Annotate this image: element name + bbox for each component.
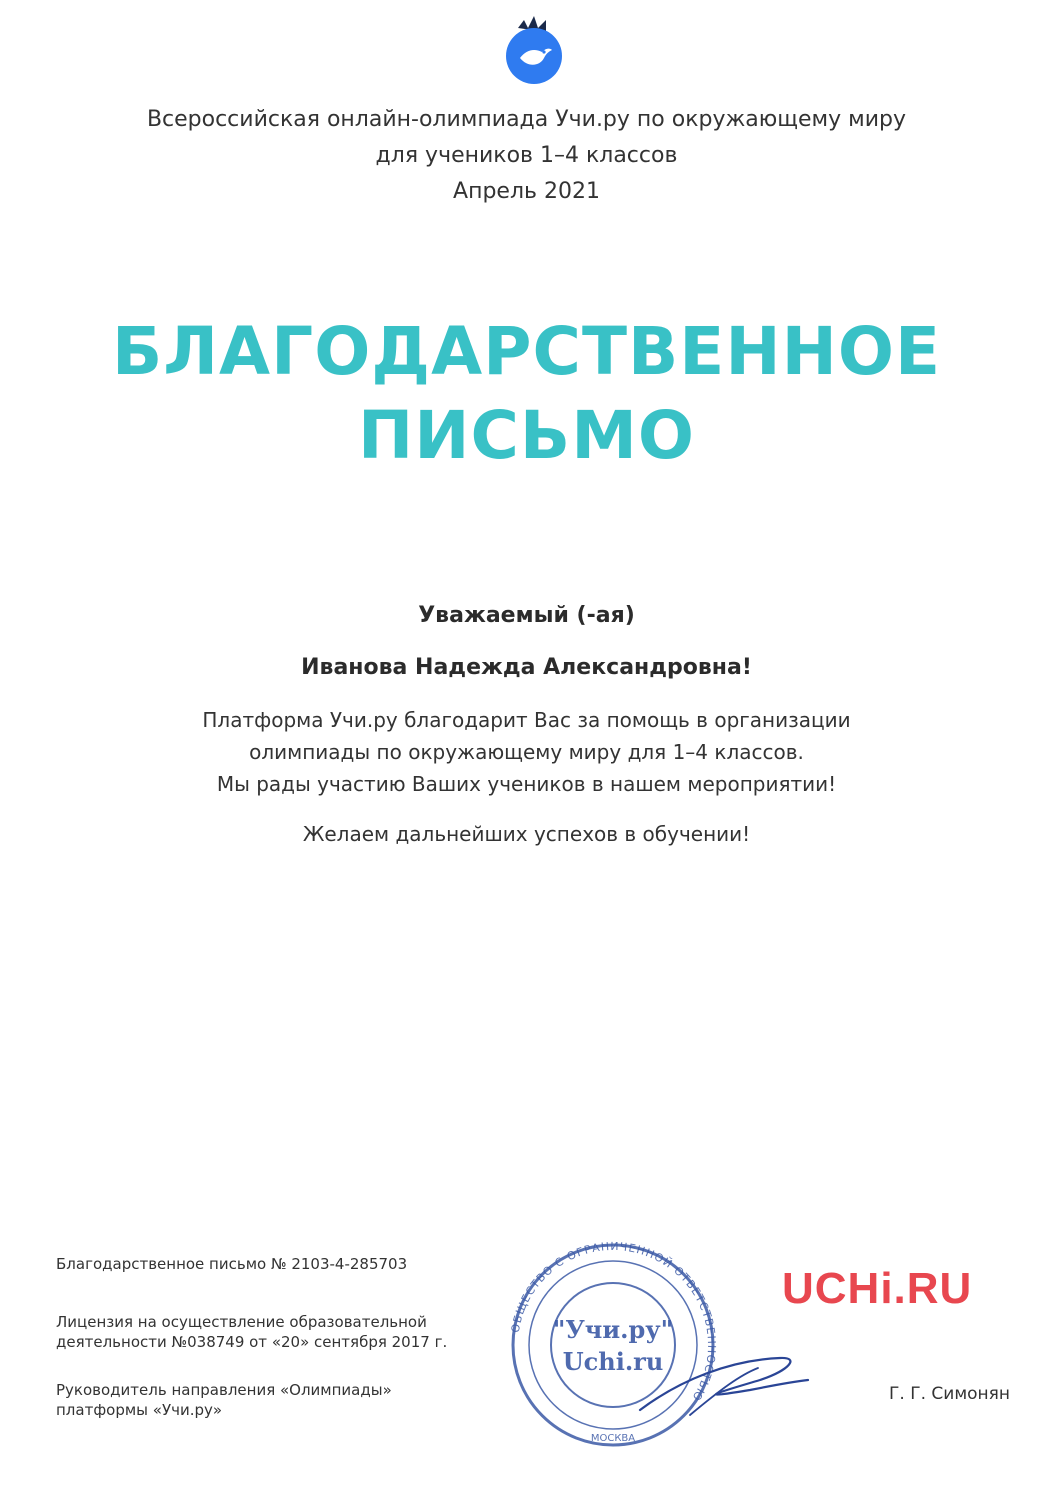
- head-line-2: платформы «Учи.ру»: [56, 1401, 223, 1419]
- body-line-3: Мы рады участию Ваших учеников в нашем мероприятии!: [216, 772, 837, 796]
- letter-number: Благодарственное письмо № 2103-4-285703: [56, 1255, 408, 1273]
- gratitude-text: [0, 704, 1053, 800]
- stamp-bottom-text: МОСКВА: [590, 1433, 636, 1444]
- signer-name: Г. Г. Симонян: [889, 1384, 1010, 1404]
- body-line-2: олимпиады по окружающему миру для 1–4 классов.: [249, 740, 804, 764]
- olympiad-header: [0, 102, 1053, 210]
- greeting: [0, 590, 1053, 694]
- license-info: [56, 1312, 476, 1352]
- footer-details: [56, 1254, 476, 1448]
- title-line-2: ПИСЬМО: [358, 397, 695, 474]
- stamp-ring-text: ОБЩЕСТВО С ОГРАНИЧЕННОЙ ОТВЕТСТВЕННОСТЬЮ: [508, 1240, 719, 1404]
- certificate-title: [0, 310, 1053, 478]
- license-line-2: деятельности №038749 от «20» сентября 2017 г.: [56, 1333, 448, 1351]
- header-line-1: Всероссийская онлайн-олимпиада Учи.ру по окружающему миру: [146, 107, 907, 132]
- stamp-inner-line-1: "Учи.ру": [552, 1315, 674, 1344]
- uchi-bird-logo-icon: [498, 14, 570, 86]
- stamp-inner-line-2: Uchi.ru: [562, 1347, 664, 1376]
- wish-text: Желаем дальнейших успехов в обучении!: [302, 822, 751, 846]
- official-stamp: [490, 1240, 820, 1450]
- recipient-name: Иванова Надежда Александровна!: [301, 655, 752, 680]
- header-line-2: для учеников 1–4 классов: [375, 143, 678, 168]
- body-line-1: Платформа Учи.ру благодарит Вас за помощь в организации: [202, 708, 851, 732]
- signature-stroke: [640, 1358, 808, 1410]
- head-line-1: Руководитель направления «Олимпиады»: [56, 1381, 392, 1399]
- license-line-1: Лицензия на осуществление образовательной: [56, 1313, 427, 1331]
- head-position: [56, 1380, 476, 1420]
- header-date: Апрель 2021: [453, 179, 600, 204]
- salutation: Уважаемый (-ая): [418, 603, 635, 628]
- uchi-ru-brand-logo: UCHi.RU: [782, 1264, 973, 1313]
- title-line-1: БЛАГОДАРСТВЕННОЕ: [111, 313, 942, 390]
